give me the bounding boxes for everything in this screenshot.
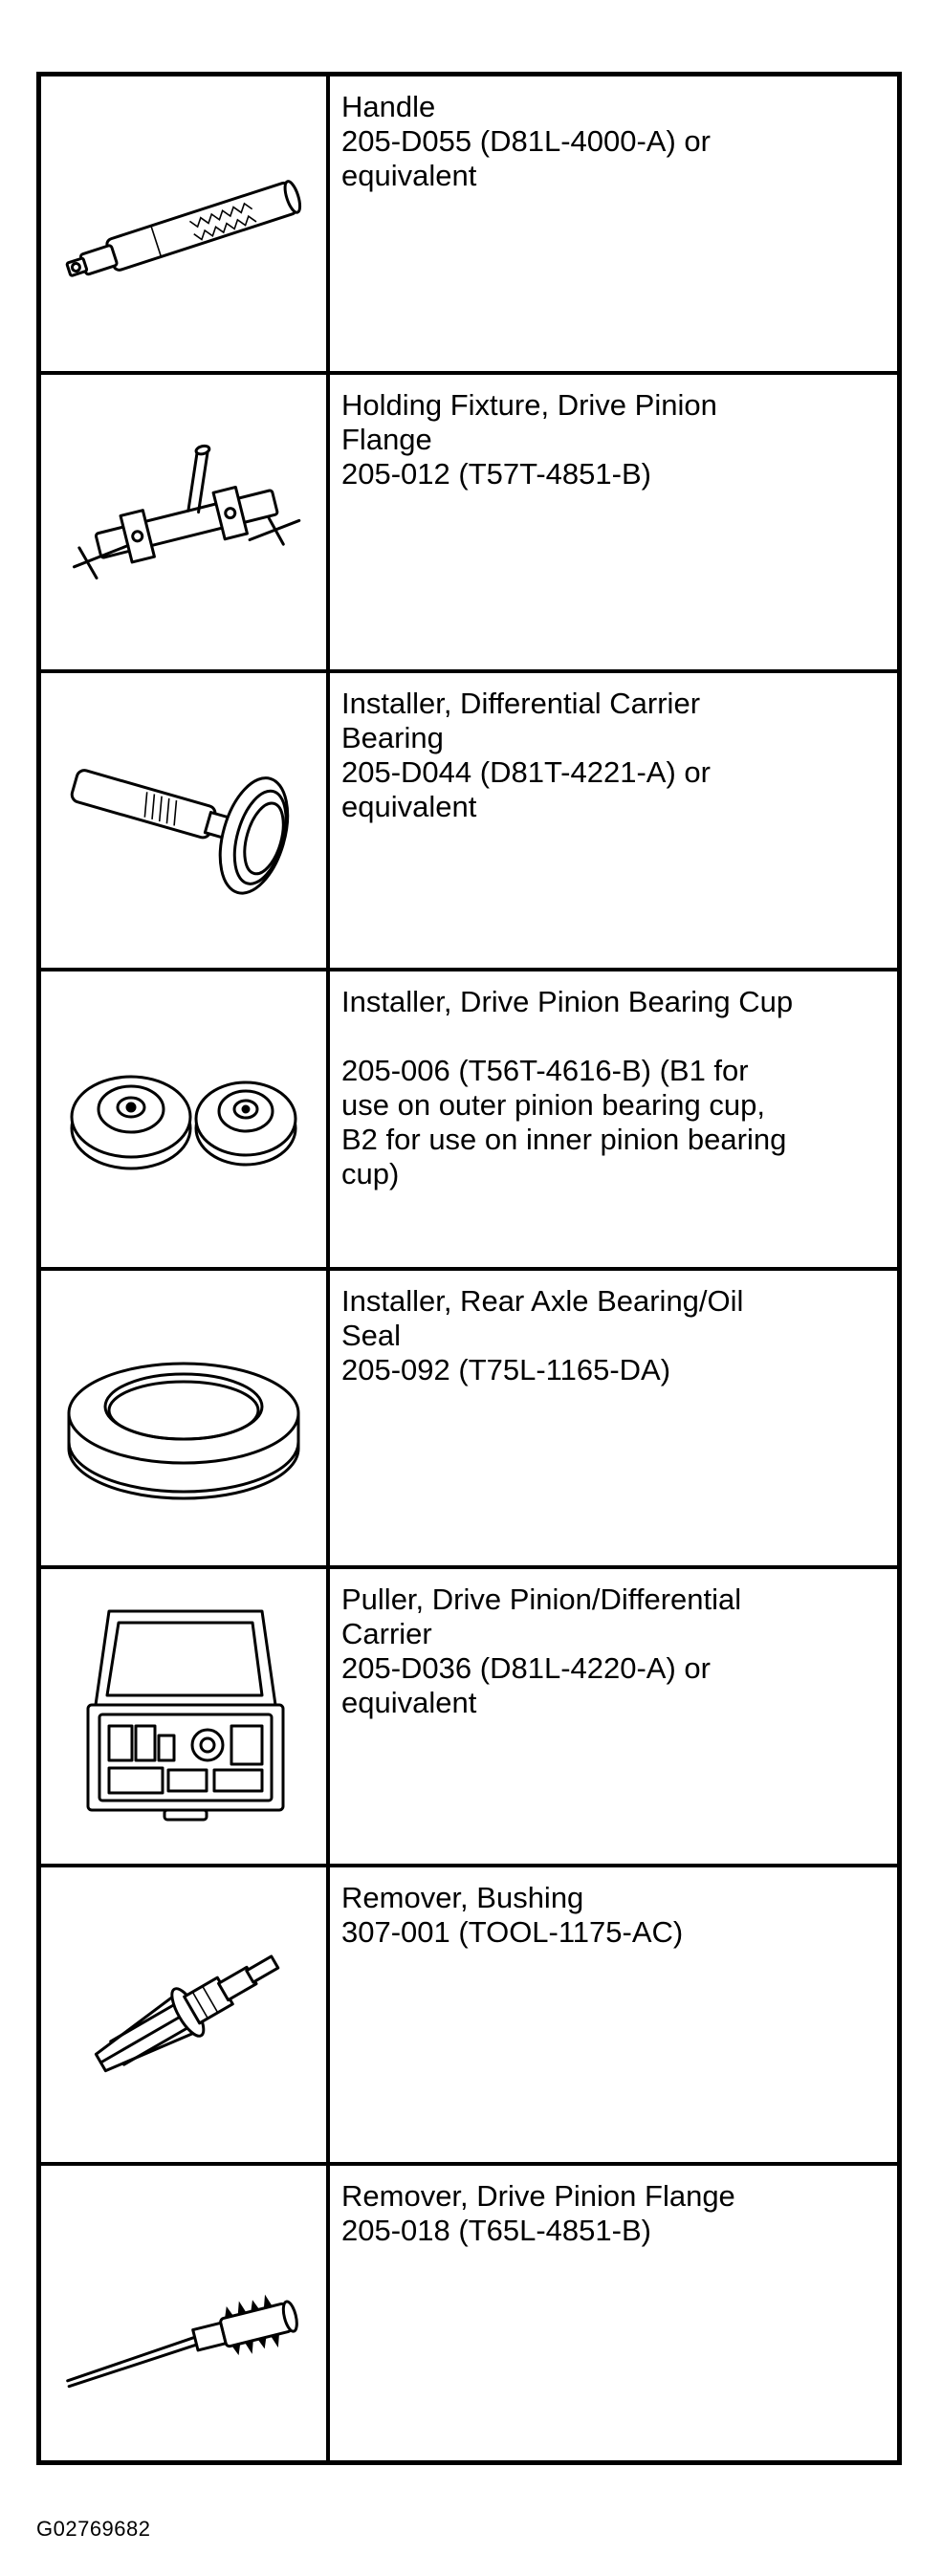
- tool-name: Installer, Drive Pinion Bearing Cup: [341, 985, 794, 1019]
- tool-illustration-cell: [41, 2166, 330, 2460]
- special-tools-table: [36, 72, 902, 2465]
- tool-illustration-cell: [41, 673, 330, 968]
- tool-row-bearing-cup-installer: [41, 971, 897, 1270]
- tool-name: Installer, Rear Axle Bearing/Oil Seal: [341, 1283, 744, 1352]
- tool-name: Handle: [341, 90, 436, 123]
- tool-name: Installer, Differential Carrier Bearing: [341, 687, 701, 755]
- tool-illustration-cell: [41, 375, 330, 669]
- tool-spec: 205-092 (T75L-1165-DA): [341, 1352, 671, 1386]
- tool-row-holding-fixture: [41, 375, 897, 673]
- handle-tool-icon: [50, 90, 318, 358]
- holding-fixture-icon: [50, 388, 318, 656]
- tool-description-cell: [330, 971, 897, 1266]
- tool-description-cell: [330, 76, 897, 371]
- tool-row-puller-kit: [41, 1569, 897, 1867]
- tool-name: Holding Fixture, Drive Pinion Flange: [341, 388, 717, 457]
- tool-spec: 205-D055 (D81L-4000-A) or equivalent: [341, 124, 711, 192]
- tool-description-cell: [330, 2166, 897, 2460]
- tool-row-flange-remover: [41, 2166, 897, 2460]
- tool-description-cell: [330, 1867, 897, 2162]
- tool-illustration-cell: [41, 1867, 330, 2162]
- tool-illustration-cell: [41, 1569, 330, 1864]
- tool-illustration-cell: [41, 1271, 330, 1565]
- tool-illustration-cell: [41, 971, 330, 1266]
- tool-row-bushing-remover: [41, 1867, 897, 2166]
- axle-seal-installer-icon: [50, 1284, 318, 1552]
- tool-spec: 205-006 (T56T-4616-B) (B1 for use on outer pinion bearing cup, B2 for use on inner pinion bearing cup): [341, 1054, 787, 1191]
- tool-description-cell: [330, 375, 897, 669]
- tool-name: Remover, Bushing: [341, 1880, 584, 1914]
- flange-remover-icon: [50, 2179, 318, 2447]
- tool-spec: 205-018 (T65L-4851-B): [341, 2213, 651, 2247]
- tool-spec: 205-D036 (D81L-4220-A) or equivalent: [341, 1650, 711, 1719]
- tool-description-cell: [330, 1569, 897, 1864]
- tool-spec: 205-012 (T57T-4851-B): [341, 457, 651, 491]
- tool-row-handle: [41, 76, 897, 375]
- tool-description-cell: [330, 1271, 897, 1565]
- tool-name: Puller, Drive Pinion/Differential Carrier: [341, 1582, 742, 1650]
- tool-row-axle-seal-installer: [41, 1271, 897, 1569]
- bushing-remover-icon: [50, 1881, 318, 2149]
- tool-spec: 307-001 (TOOL-1175-AC): [341, 1914, 684, 1949]
- tool-illustration-cell: [41, 76, 330, 371]
- bearing-cup-installer-icon: [50, 985, 318, 1253]
- figure-id: G02769682: [36, 2517, 151, 2541]
- carrier-bearing-installer-icon: [50, 687, 318, 954]
- tool-name: Remover, Drive Pinion Flange: [341, 2178, 735, 2213]
- tool-row-carrier-bearing-installer: [41, 673, 897, 971]
- tool-description-cell: [330, 673, 897, 968]
- tool-spec: 205-D044 (D81T-4221-A) or equivalent: [341, 755, 711, 824]
- paragraph-gap: [341, 1019, 886, 1054]
- puller-kit-case-icon: [50, 1583, 318, 1850]
